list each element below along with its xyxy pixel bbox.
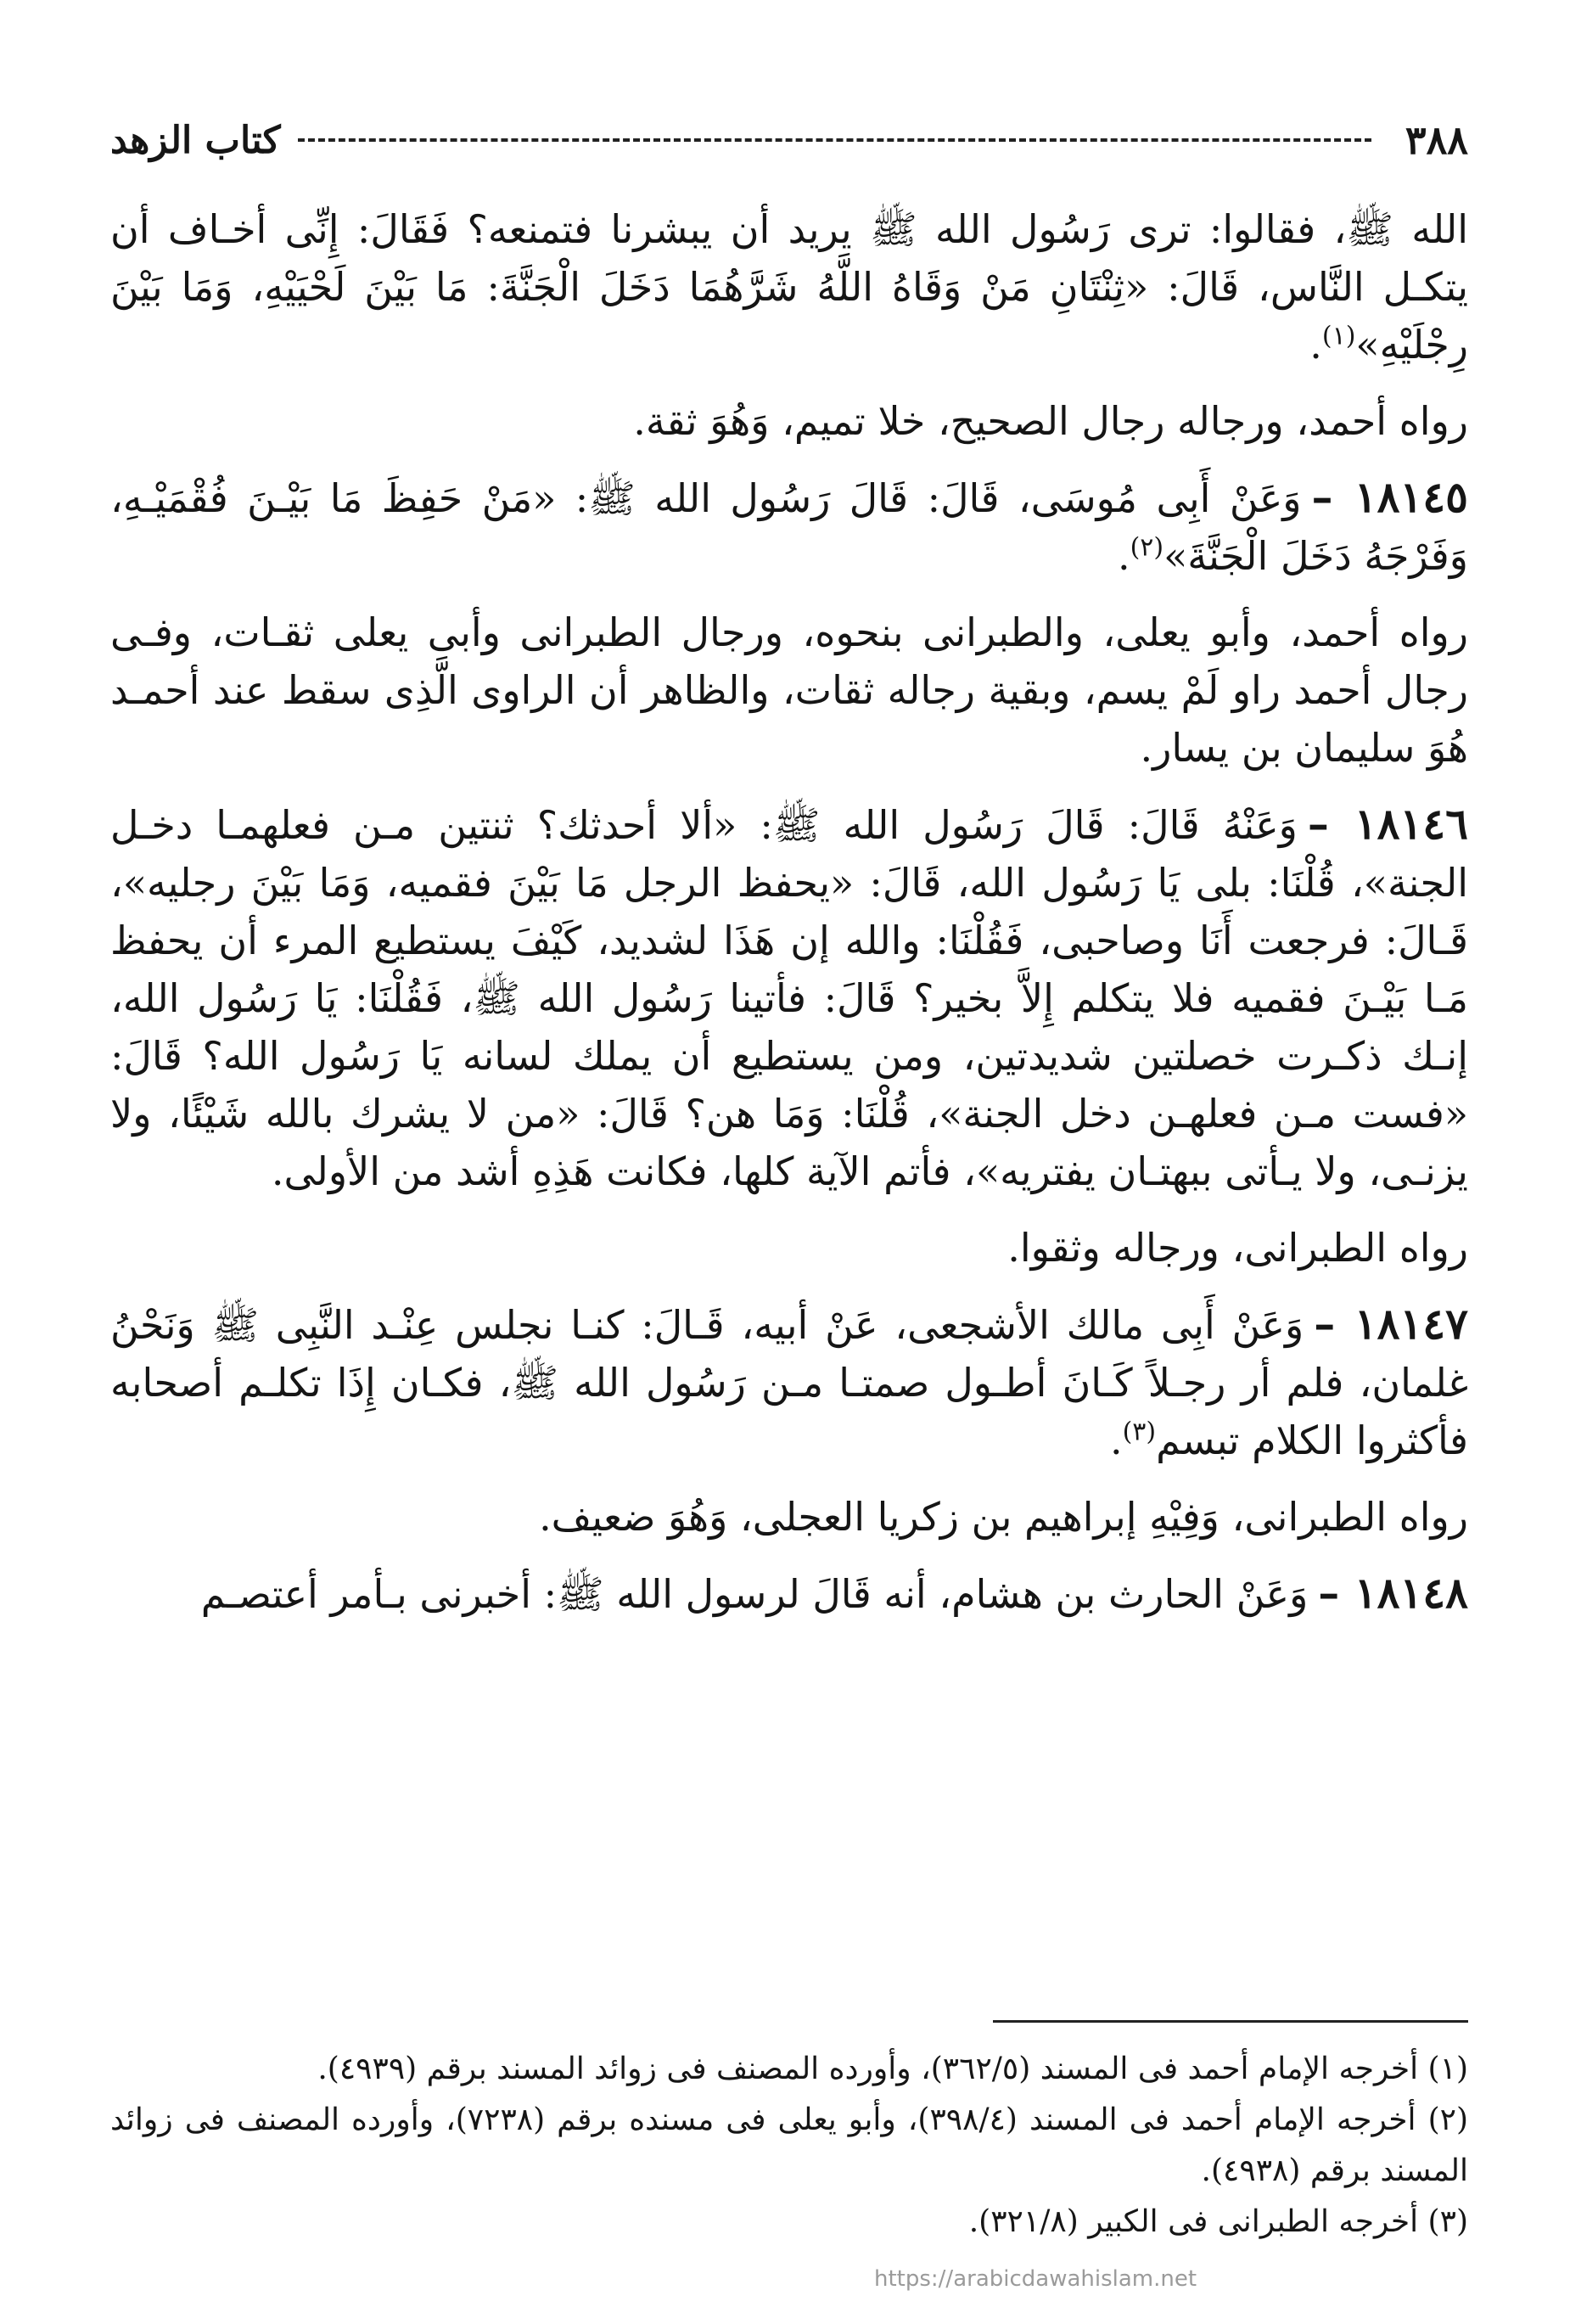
book-page	[110, 110, 1468, 1623]
hadith-18145	[110, 469, 1468, 585]
narration-source	[110, 392, 1468, 450]
footnote-ref: (٢)	[1130, 532, 1164, 563]
hadith-18146	[110, 795, 1468, 1200]
paragraph-continuation	[110, 200, 1468, 373]
hadith-number: ١٨١٤٥ –	[1311, 472, 1468, 522]
hadith-18147	[110, 1295, 1468, 1469]
hadith-number: ١٨١٤٧ –	[1314, 1299, 1468, 1349]
paragraph-text: رواه الطبرانى، ورجاله وثقوا.	[1007, 1225, 1468, 1271]
main-text	[110, 200, 1468, 1623]
paragraph-text: وَعَنْ الحارث بن هشام، أنه قَالَ لرسول الله ﷺ: أخبرنى بـأمر أعتصـم	[200, 1571, 1309, 1617]
footnote-1: (١) أخرجه الإمام أحمد فى المسند (٣٦٢/٥)، وأورده المصنف فى زوائد المسند برقم (٤٩٣٩).	[317, 2052, 1468, 2086]
hadith-number: ١٨١٤٨ –	[1318, 1568, 1468, 1618]
page-header	[110, 110, 1468, 170]
footnote-2: (٢) أخرجه الإمام أحمد فى المسند (٣٩٨/٤)، وأبو يعلى فى مسنده برقم (٧٢٣٨)، وأورده المصنف فى زوائد المسند برقم (٤٩٣٨).	[110, 2102, 1468, 2188]
watermark-url[interactable]: https://arabicdawahislam.net	[874, 2266, 1197, 2292]
header-divider	[298, 138, 1371, 142]
paragraph-text: وَعَنْهُ قَالَ: قَالَ رَسُول الله ﷺ: «ألا أحدثك؟ ثنتين مـن فعلهمـا دخـل الجنة»، قُلْنَا: بلى يَا رَسُول الله، قَالَ: «يحفظ الرجل مَا بَيْنَ فقميه، وَمَا بَيْنَ رجليه»، قَـالَ: فرجعت أَنَا وصاحبى، فَقُلْنَا: والله إن هَذَا لشديد، كَيْفَ يستطيع المرء أن يحفظ مَـا بَيْـنَ فقميه فلا يتكلم إِلاَّ بخير؟ قَالَ: فأتينا رَسُول الله ﷺ، فَقُلْنَا: يَا رَسُول الله، إنـك ذكـرت خصلتين شديدتين، ومن يستطيع أن يملك لسانه يَا رَسُول الله؟ قَالَ: «فست مـن فعلهـن دخل الجنة»، قُلْنَا: وَمَا هن؟ قَالَ: «من لا يشرك بالله شَيْئًا، ولا يزنـى، ولا يـأتى ببهتـان يفتريه»، فأتم الآية كلها، فكانت هَذِهِ أشد من الأولى.	[110, 802, 1468, 1194]
footnotes	[110, 2020, 1468, 2248]
narration-source	[110, 603, 1468, 777]
hadith-18148	[110, 1564, 1468, 1623]
footnote-ref: (٣)	[1122, 1417, 1157, 1447]
narration-source	[110, 1488, 1468, 1546]
page-number: ٣٨٨	[1405, 117, 1468, 163]
paragraph-text: الله ﷺ، فقالوا: ترى رَسُول الله ﷺ يريد أن يبشرنا فتمنعه؟ فَقَالَ: إِنِّى أخـاف أن يتكـل النَّاس، قَالَ: «ثِنْتَانِ مَنْ وَقَاهُ اللَّهُ شَرَّهُمَا دَخَلَ الْجَنَّةَ: مَا بَيْنَ لَحْيَيْهِ، وَمَا بَيْنَ رِجْلَيْهِ»	[110, 206, 1469, 368]
footnote-ref: (١)	[1321, 321, 1356, 351]
paragraph-end: .	[1109, 1417, 1123, 1463]
hadith-number: ١٨١٤٦ –	[1307, 799, 1468, 849]
paragraph-text: رواه الطبرانى، وَفِيْهِ إبراهيم بن زكريا العجلى، وَهُوَ ضعيف.	[539, 1494, 1468, 1540]
paragraph-text: وَعَنْ أَبِى مُوسَى، قَالَ: قَالَ رَسُول الله ﷺ: «مَنْ حَفِظَ مَا بَيْـنَ فُقْمَيْـهِ، وَفَرْجَهُ دَخَلَ الْجَنَّةَ»	[110, 475, 1468, 579]
book-title: كتاب الزهد	[110, 118, 281, 162]
narration-source	[110, 1219, 1468, 1277]
paragraph-text: رواه أحمد، ورجاله رجال الصحيح، خلا تميم، وَهُوَ ثقة.	[633, 398, 1468, 444]
paragraph-end: .	[1117, 533, 1130, 579]
footnote-divider	[993, 2020, 1468, 2023]
paragraph-text: رواه أحمد، وأبو يعلى، والطبرانى بنحوه، ورجال الطبرانى وأبى يعلى ثقـات، وفـى رجال أحمد راو لَمْ يسم، وبقية رجاله ثقات، والظاهر أن الراوى الَّذِى سقط عند أحمـد هُوَ سليمان بن يسار.	[110, 609, 1468, 771]
paragraph-text: وَعَنْ أَبِى مالك الأشجعى، عَنْ أبيه، قَـالَ: كنـا نجلس عِنْـد النَّبِى ﷺ وَنَحْنُ غلمان، فلم أر رجـلاً كَـانَ أطـول صمتـا مـن رَسُول الله ﷺ، فكـان إِذَا تكلـم أصحابه فأكثروا الكلام تبسم	[110, 1302, 1468, 1463]
footnote-3: (٣) أخرجه الطبرانى فى الكبير (٣٢١/٨).	[968, 2204, 1468, 2239]
paragraph-end: .	[1309, 322, 1322, 368]
